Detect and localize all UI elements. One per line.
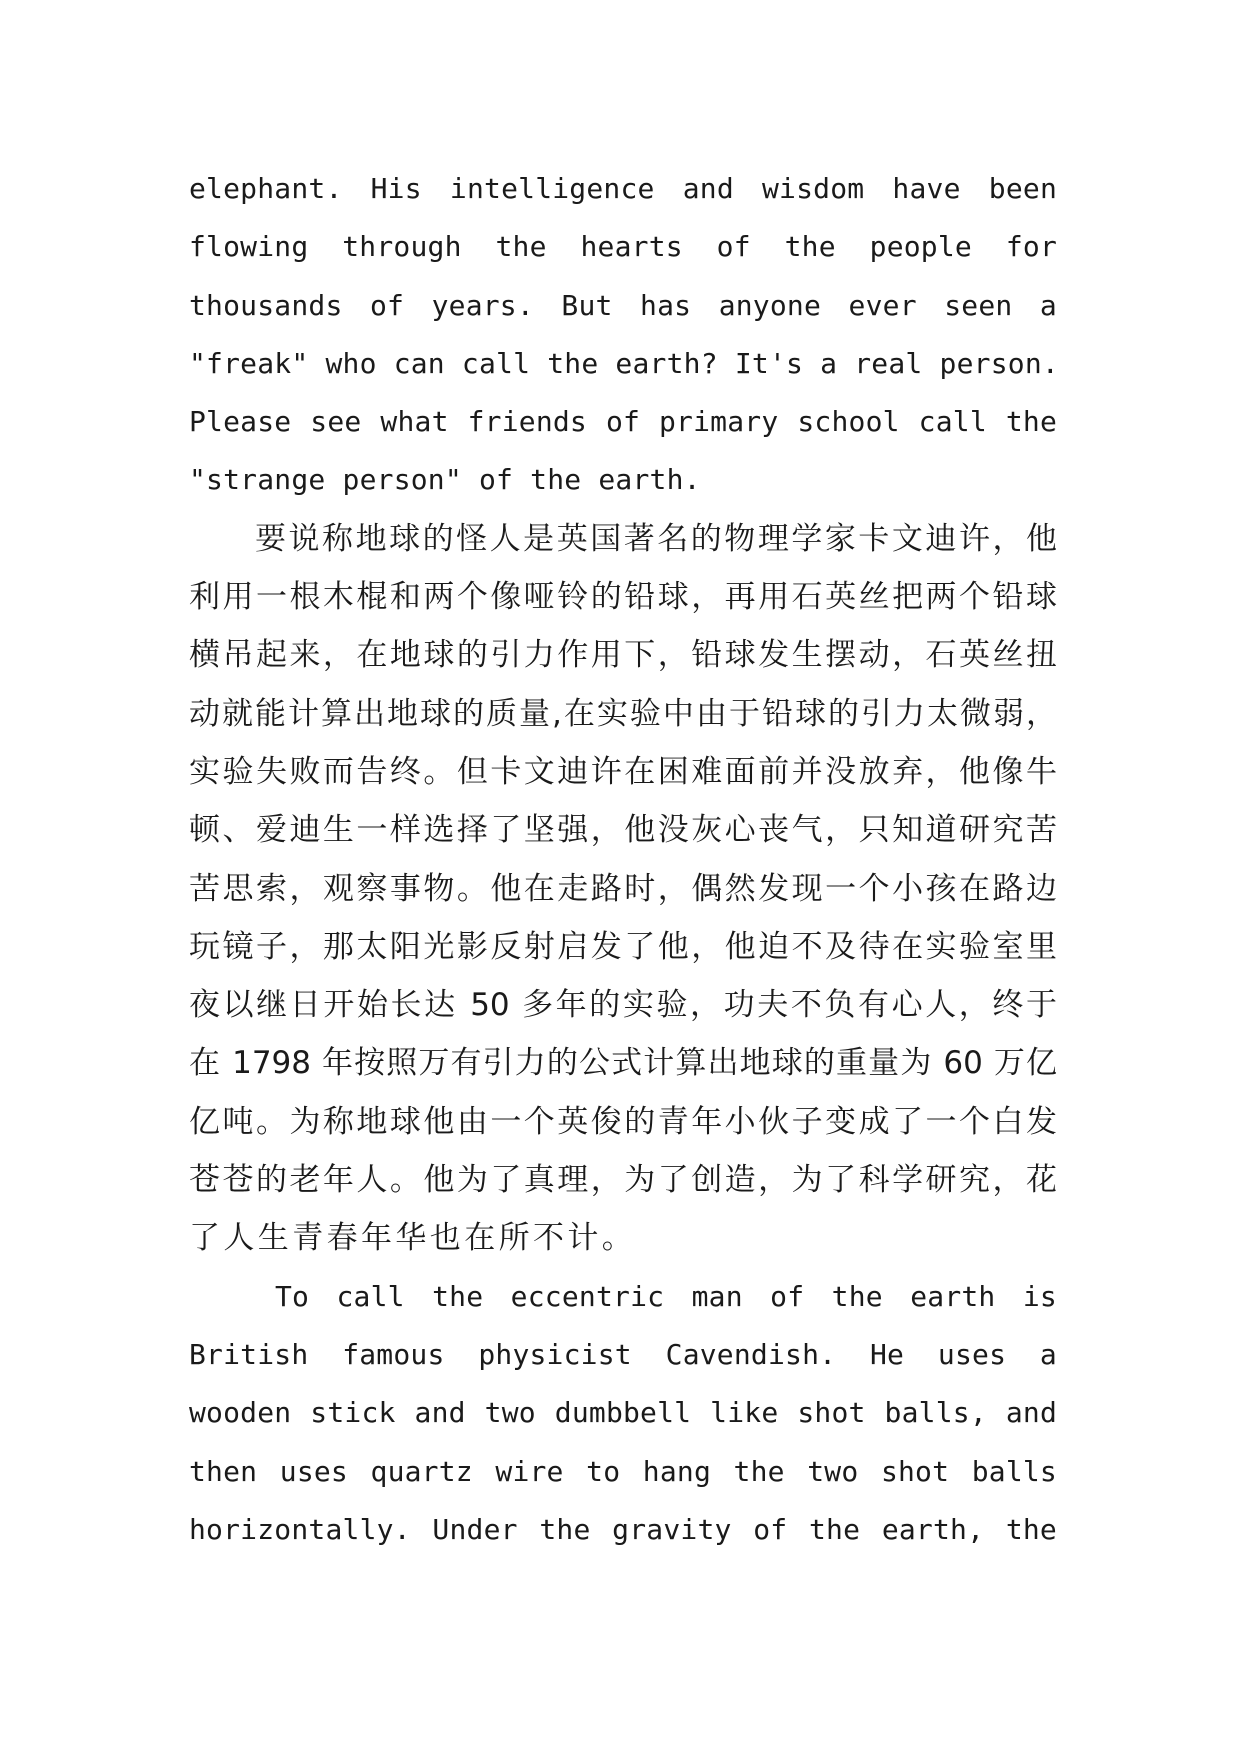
text-line: 动就能计算出地球的质量,在实验中由于铅球的引力太微弱， <box>189 695 1057 732</box>
text-line: 玩镜子，那太阳光影反射启发了他，他迫不及待在实验室里 <box>189 928 1057 965</box>
document-body <box>189 160 1057 1559</box>
text-line: "freak" who can call the earth? It's a real person. <box>189 346 1059 380</box>
paragraph-english-1 <box>189 160 1057 510</box>
text-line: then uses quartz wire to hang the two shot balls <box>189 1454 1057 1488</box>
paragraph-english-2 <box>189 1268 1057 1559</box>
text-line: 了人生青春年华也在所不计。 <box>189 1220 637 1257</box>
text-line: "strange person" of the earth. <box>189 463 701 497</box>
text-line: 在 1798 年按照万有引力的公式计算出地球的重量为 60 万亿 <box>189 1045 1057 1082</box>
text-line: To call the eccentric man of the earth is <box>275 1279 1057 1313</box>
text-line: 顿、爱迪生一样选择了坚强，他没灰心丧气，只知道研究苦 <box>189 812 1057 849</box>
text-line: 利用一根木棍和两个像哑铃的铅球，再用石英丝把两个铅球 <box>189 579 1057 616</box>
text-line: 亿吨。为称地球他由一个英俊的青年小伙子变成了一个白发 <box>189 1103 1057 1140</box>
text-line: elephant. His intelligence and wisdom have been <box>189 172 1057 205</box>
text-line: 要说称地球的怪人是英国著名的物理学家卡文迪许，他 <box>255 520 1057 557</box>
paragraph-chinese <box>189 510 1057 1268</box>
text-line: horizontally. Under the gravity of the earth, the <box>189 1512 1057 1546</box>
text-line: British famous physicist Cavendish. He uses a <box>189 1337 1057 1371</box>
text-line: thousands of years. But has anyone ever seen a <box>189 288 1057 322</box>
text-line: wooden stick and two dumbbell like shot balls, and <box>189 1396 1057 1430</box>
text-line: 苦思索，观察事物。他在走路时，偶然发现一个小孩在路边 <box>189 870 1057 907</box>
text-line: 实验失败而告终。但卡文迪许在困难面前并没放弃，他像牛 <box>189 753 1057 790</box>
text-line: flowing through the hearts of the people for <box>189 230 1057 264</box>
text-line: Please see what friends of primary school call the <box>189 405 1057 439</box>
text-line: 苍苍的老年人。他为了真理，为了创造，为了科学研究，花 <box>189 1162 1057 1199</box>
text-line: 横吊起来，在地球的引力作用下，铅球发生摆动，石英丝扭 <box>189 637 1057 674</box>
text-line: 夜以继日开始长达 50 多年的实验，功夫不负有心人，终于 <box>189 987 1057 1024</box>
